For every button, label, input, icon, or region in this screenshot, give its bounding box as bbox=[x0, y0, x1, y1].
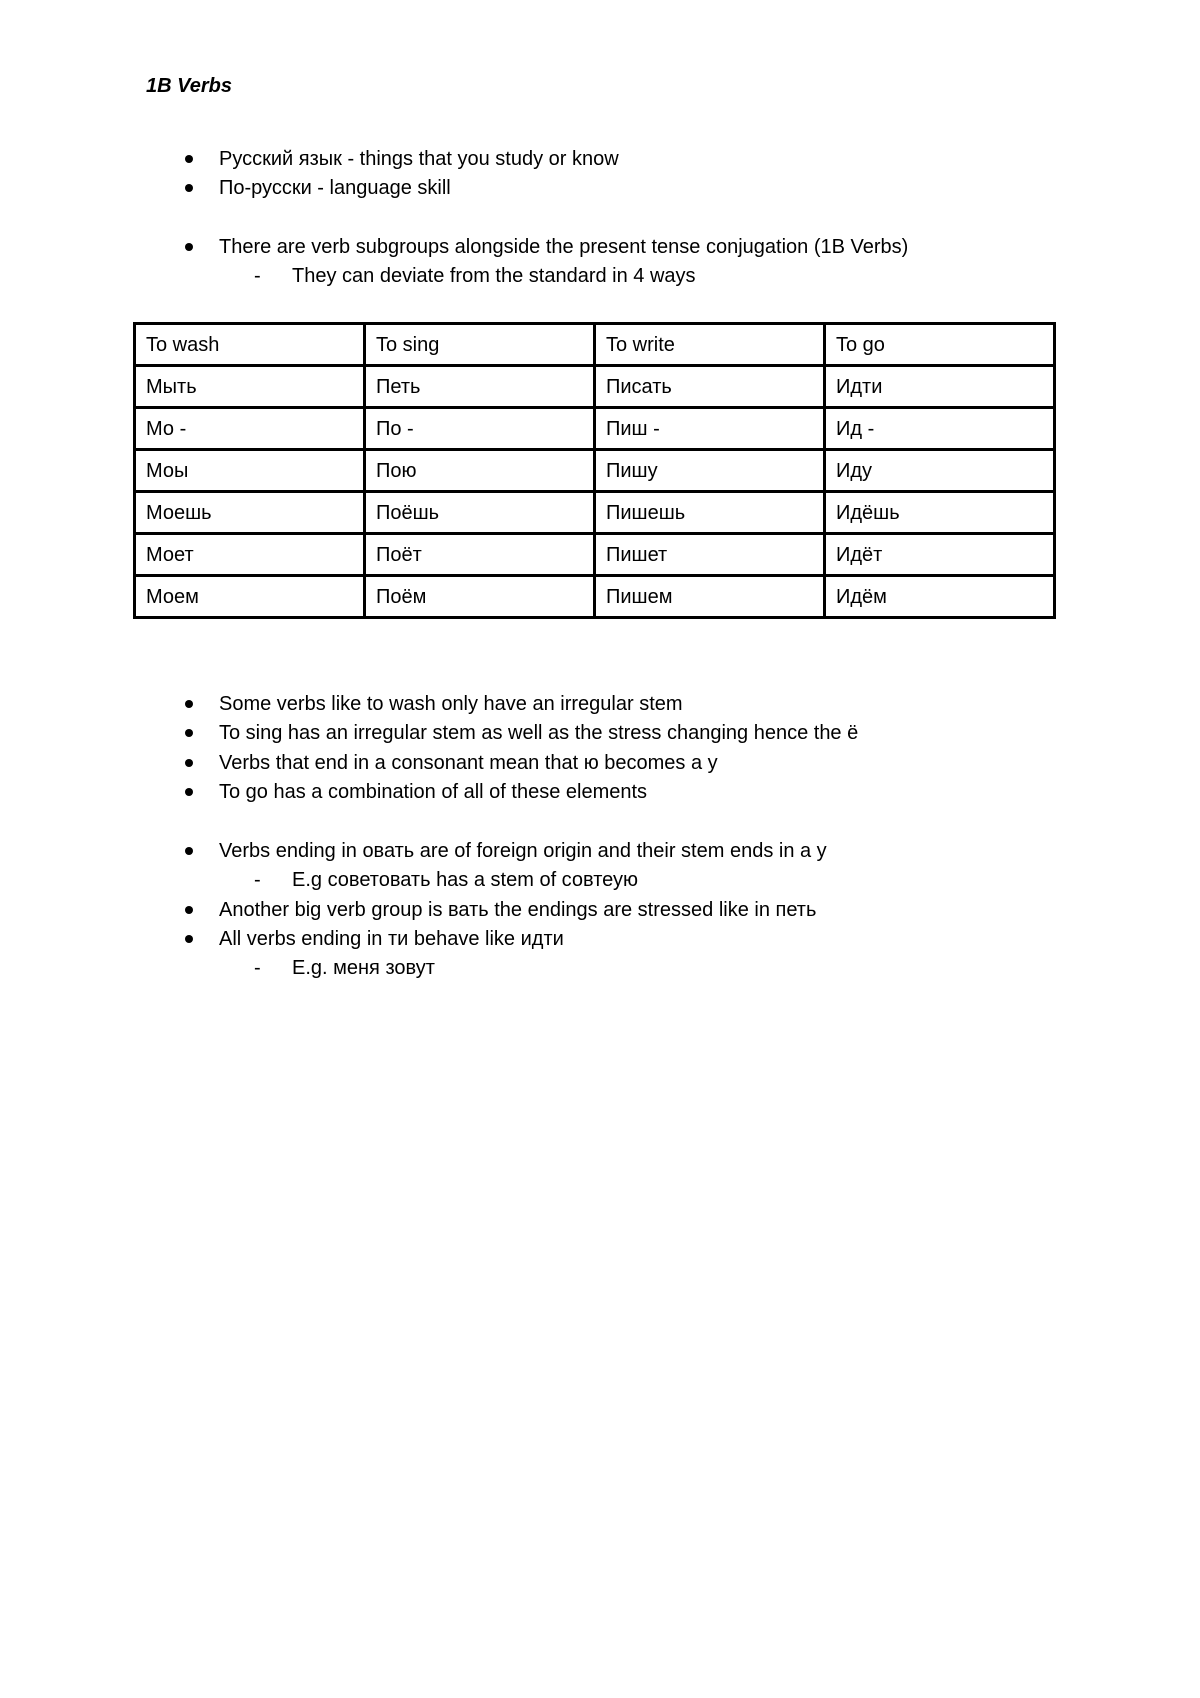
note-item: To sing has an irregular stem as well as the stress changing hence the ё bbox=[219, 722, 859, 744]
note-item: Some verbs like to wash only have an irregular stem bbox=[219, 693, 683, 715]
table-cell: Идёшь bbox=[825, 492, 1055, 534]
dash-marker: - bbox=[254, 869, 261, 891]
table-row bbox=[135, 576, 1055, 618]
table-cell: Моы bbox=[135, 450, 365, 492]
group-subitem: E.g советовать has a stem of совтеую bbox=[292, 869, 639, 891]
table-row bbox=[135, 324, 1055, 366]
bullet-icon bbox=[185, 759, 193, 767]
table-cell: To go bbox=[825, 324, 1055, 366]
table-cell: Пишет bbox=[595, 534, 825, 576]
intro-item: Русский язык - things that you study or know bbox=[219, 148, 619, 170]
bullet-icon bbox=[185, 184, 193, 192]
intro-item: По-русски - language skill bbox=[219, 177, 451, 199]
table-cell: Пишем bbox=[595, 576, 825, 618]
table-cell: Поёт bbox=[365, 534, 595, 576]
table-cell: Поём bbox=[365, 576, 595, 618]
bullet-icon bbox=[185, 847, 193, 855]
bullet-icon bbox=[185, 700, 193, 708]
group-subitem: E.g. меня зовут bbox=[292, 957, 435, 979]
table-cell: Моешь bbox=[135, 492, 365, 534]
table-cell: Петь bbox=[365, 366, 595, 408]
bullet-icon bbox=[185, 729, 193, 737]
table-cell: Пишешь bbox=[595, 492, 825, 534]
bullet-icon bbox=[185, 243, 193, 251]
dash-marker: - bbox=[254, 957, 261, 979]
group-item: All verbs ending in ти behave like идти bbox=[219, 928, 564, 950]
subgroups-subitem: They can deviate from the standard in 4 ways bbox=[292, 265, 696, 287]
table-cell: Идёт bbox=[825, 534, 1055, 576]
table-row bbox=[135, 366, 1055, 408]
table-cell: Иду bbox=[825, 450, 1055, 492]
table-cell: Идём bbox=[825, 576, 1055, 618]
conjugation-table bbox=[133, 322, 1056, 619]
bullet-icon bbox=[185, 788, 193, 796]
table-cell: Пиш - bbox=[595, 408, 825, 450]
table-row bbox=[135, 408, 1055, 450]
table-cell: Поёшь bbox=[365, 492, 595, 534]
table-cell: Мыть bbox=[135, 366, 365, 408]
table-cell: Ид - bbox=[825, 408, 1055, 450]
bullet-icon bbox=[185, 935, 193, 943]
bullet-icon bbox=[185, 906, 193, 914]
table-cell: Писать bbox=[595, 366, 825, 408]
note-item: To go has a combination of all of these elements bbox=[219, 781, 648, 803]
group-item: Verbs ending in овать are of foreign origin and their stem ends in a у bbox=[219, 840, 827, 862]
table-row bbox=[135, 492, 1055, 534]
table-row bbox=[135, 534, 1055, 576]
table-cell: Пишу bbox=[595, 450, 825, 492]
page-title: 1B Verbs bbox=[146, 75, 232, 97]
table-cell: To wash bbox=[135, 324, 365, 366]
table-cell: To write bbox=[595, 324, 825, 366]
table-cell: Мо - bbox=[135, 408, 365, 450]
table-cell: Моем bbox=[135, 576, 365, 618]
table-cell: Пою bbox=[365, 450, 595, 492]
table-row bbox=[135, 450, 1055, 492]
table-cell: Идти bbox=[825, 366, 1055, 408]
table-cell: По - bbox=[365, 408, 595, 450]
bullet-icon bbox=[185, 155, 193, 163]
subgroups-item: There are verb subgroups alongside the present tense conjugation (1B Verbs) bbox=[219, 236, 909, 258]
group-item: Another big verb group is вать the endings are stressed like in петь bbox=[219, 899, 817, 921]
table-cell: Моет bbox=[135, 534, 365, 576]
dash-marker: - bbox=[254, 265, 261, 287]
note-item: Verbs that end in a consonant mean that ю becomes a у bbox=[219, 752, 718, 774]
table-cell: To sing bbox=[365, 324, 595, 366]
